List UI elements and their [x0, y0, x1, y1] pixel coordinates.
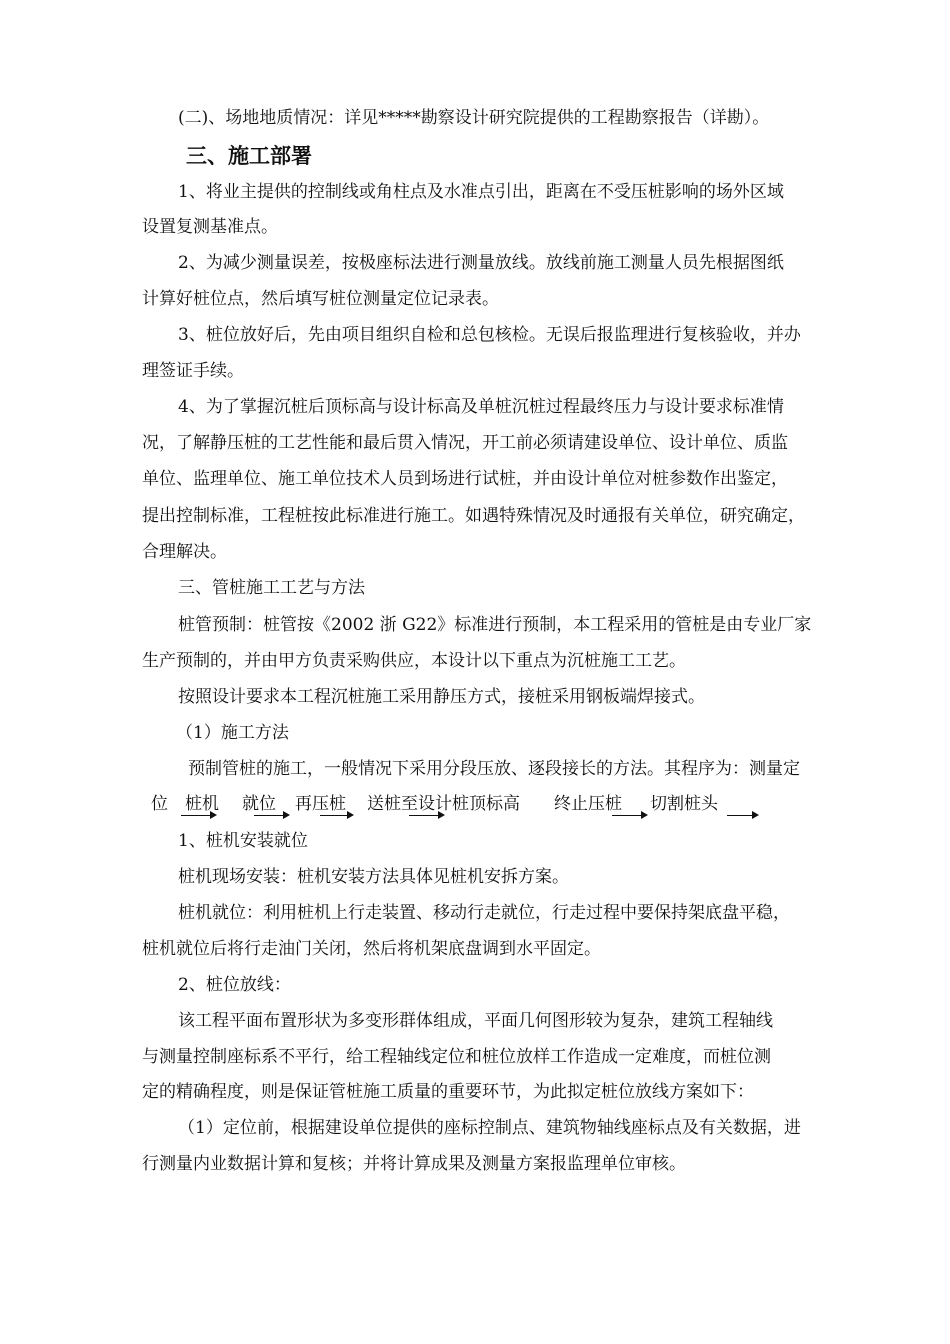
pipe-prefab-line1: 桩管预制：桩管按《2002 浙 G22》标准进行预制，本工程采用的管桩是由专业厂家: [178, 615, 812, 635]
pipe-prefab-line2: 生产预制的，并由甲方负责采购供应，本设计以下重点为沉桩施工工艺。: [142, 651, 686, 671]
pipe-method-heading: （1）施工方法: [176, 723, 289, 743]
deploy-p4-line4: 提出控制标准，工程桩按此标准进行施工。如遇特殊情况及时通报有关单位，研究确定，: [142, 506, 805, 526]
layout-p2-line2: 行测量内业数据计算和复核；并将计算成果及测量方案报监理单位审核。: [142, 1154, 686, 1174]
install-position-line1: 桩机就位：利用桩机上行走装置、移动行走就位，行走过程中要保持架底盘平稳，: [178, 903, 790, 923]
deploy-p1-line2: 设置复测基准点。: [142, 217, 278, 237]
layout-p2-line1: （1）定位前，根据建设单位提供的座标控制点、建筑物轴线座标点及有关数据，进: [178, 1118, 801, 1138]
layout-p1-line3: 定的精确程度，则是保证管桩施工质量的重要环节，为此拟定桩位放线方案如下：: [142, 1082, 754, 1102]
flow-arrow-icon: [181, 815, 215, 817]
flow-step-send-to-elevation: 送桩至设计桩顶标高: [367, 794, 520, 814]
flow-step-stop-pressing: 终止压桩: [554, 794, 622, 814]
flow-arrow-icon: [727, 815, 757, 817]
geology-paragraph: (二)、场地地质情况：详见*****勘察设计研究院提供的工程勘察报告（详勘）。: [178, 108, 770, 128]
deploy-p4-line1: 4、为了掌握沉桩后顶标高与设计标高及单桩沉桩过程最终压力与设计要求标准情: [178, 397, 784, 417]
flow-arrow-icon: [612, 815, 646, 817]
pipe-method-note: 按照设计要求本工程沉桩施工采用静压方式，接桩采用钢板端焊接式。: [178, 687, 705, 707]
layout-p1-line1: 该工程平面布置形状为多变形群体组成，平面几何图形较为复杂，建筑工程轴线: [178, 1011, 773, 1031]
layout-heading: 2、桩位放线：: [178, 975, 291, 995]
flow-step-cut-pile-head: 切割桩头: [650, 794, 718, 814]
flow-step-in-place: 就位: [242, 794, 276, 814]
flow-arrow-icon: [320, 815, 352, 817]
deploy-p4-line3: 单位、监理单位、施工单位技术人员到场进行试桩，并由设计单位对桩参数作出鉴定，: [142, 469, 788, 489]
deploy-p4-line2: 况，了解静压桩的工艺性能和最后贯入情况，开工前必须请建设单位、设计单位、质监: [142, 433, 788, 453]
deploy-p1-line1: 1、将业主提供的控制线或角柱点及水准点引出，距离在不受压桩影响的场外区域: [178, 182, 784, 202]
section-heading-deployment: 三、施工部署: [186, 144, 312, 168]
flow-arrow-icon: [254, 815, 288, 817]
deploy-p2-line2: 计算好桩位点，然后填写桩位测量定位记录表。: [142, 289, 499, 309]
pipe-procedure-line1: 预制管桩的施工，一般情况下采用分段压放、逐段接长的方法。其程序为：测量定: [188, 759, 800, 779]
install-site-text: 桩机现场安装：桩机安装方法具体见桩机安拆方案。: [178, 867, 569, 887]
pipe-section-heading: 三、管桩施工工艺与方法: [178, 578, 365, 598]
install-position-line2: 桩机就位后将行走油门关闭，然后将机架底盘调到水平固定。: [142, 939, 601, 959]
deploy-p4-line5: 合理解决。: [142, 542, 227, 562]
deploy-p2-line1: 2、为减少测量误差，按极座标法进行测量放线。放线前施工测量人员先根据图纸: [178, 253, 784, 273]
deploy-p3-line1: 3、桩位放好后，先由项目组织自检和总包核检。无误后报监理进行复核验收，并办: [178, 325, 801, 345]
flow-arrow-icon: [409, 815, 443, 817]
flow-step-position: 位: [151, 794, 168, 814]
flow-step-repress: 再压桩: [295, 794, 346, 814]
install-heading: 1、桩机安装就位: [178, 831, 308, 851]
layout-p1-line2: 与测量控制座标系不平行，给工程轴线定位和桩位放样工作造成一定难度，而桩位测: [142, 1047, 771, 1067]
flow-step-pile-machine: 桩机: [185, 794, 219, 814]
deploy-p3-line2: 理签证手续。: [142, 361, 244, 381]
